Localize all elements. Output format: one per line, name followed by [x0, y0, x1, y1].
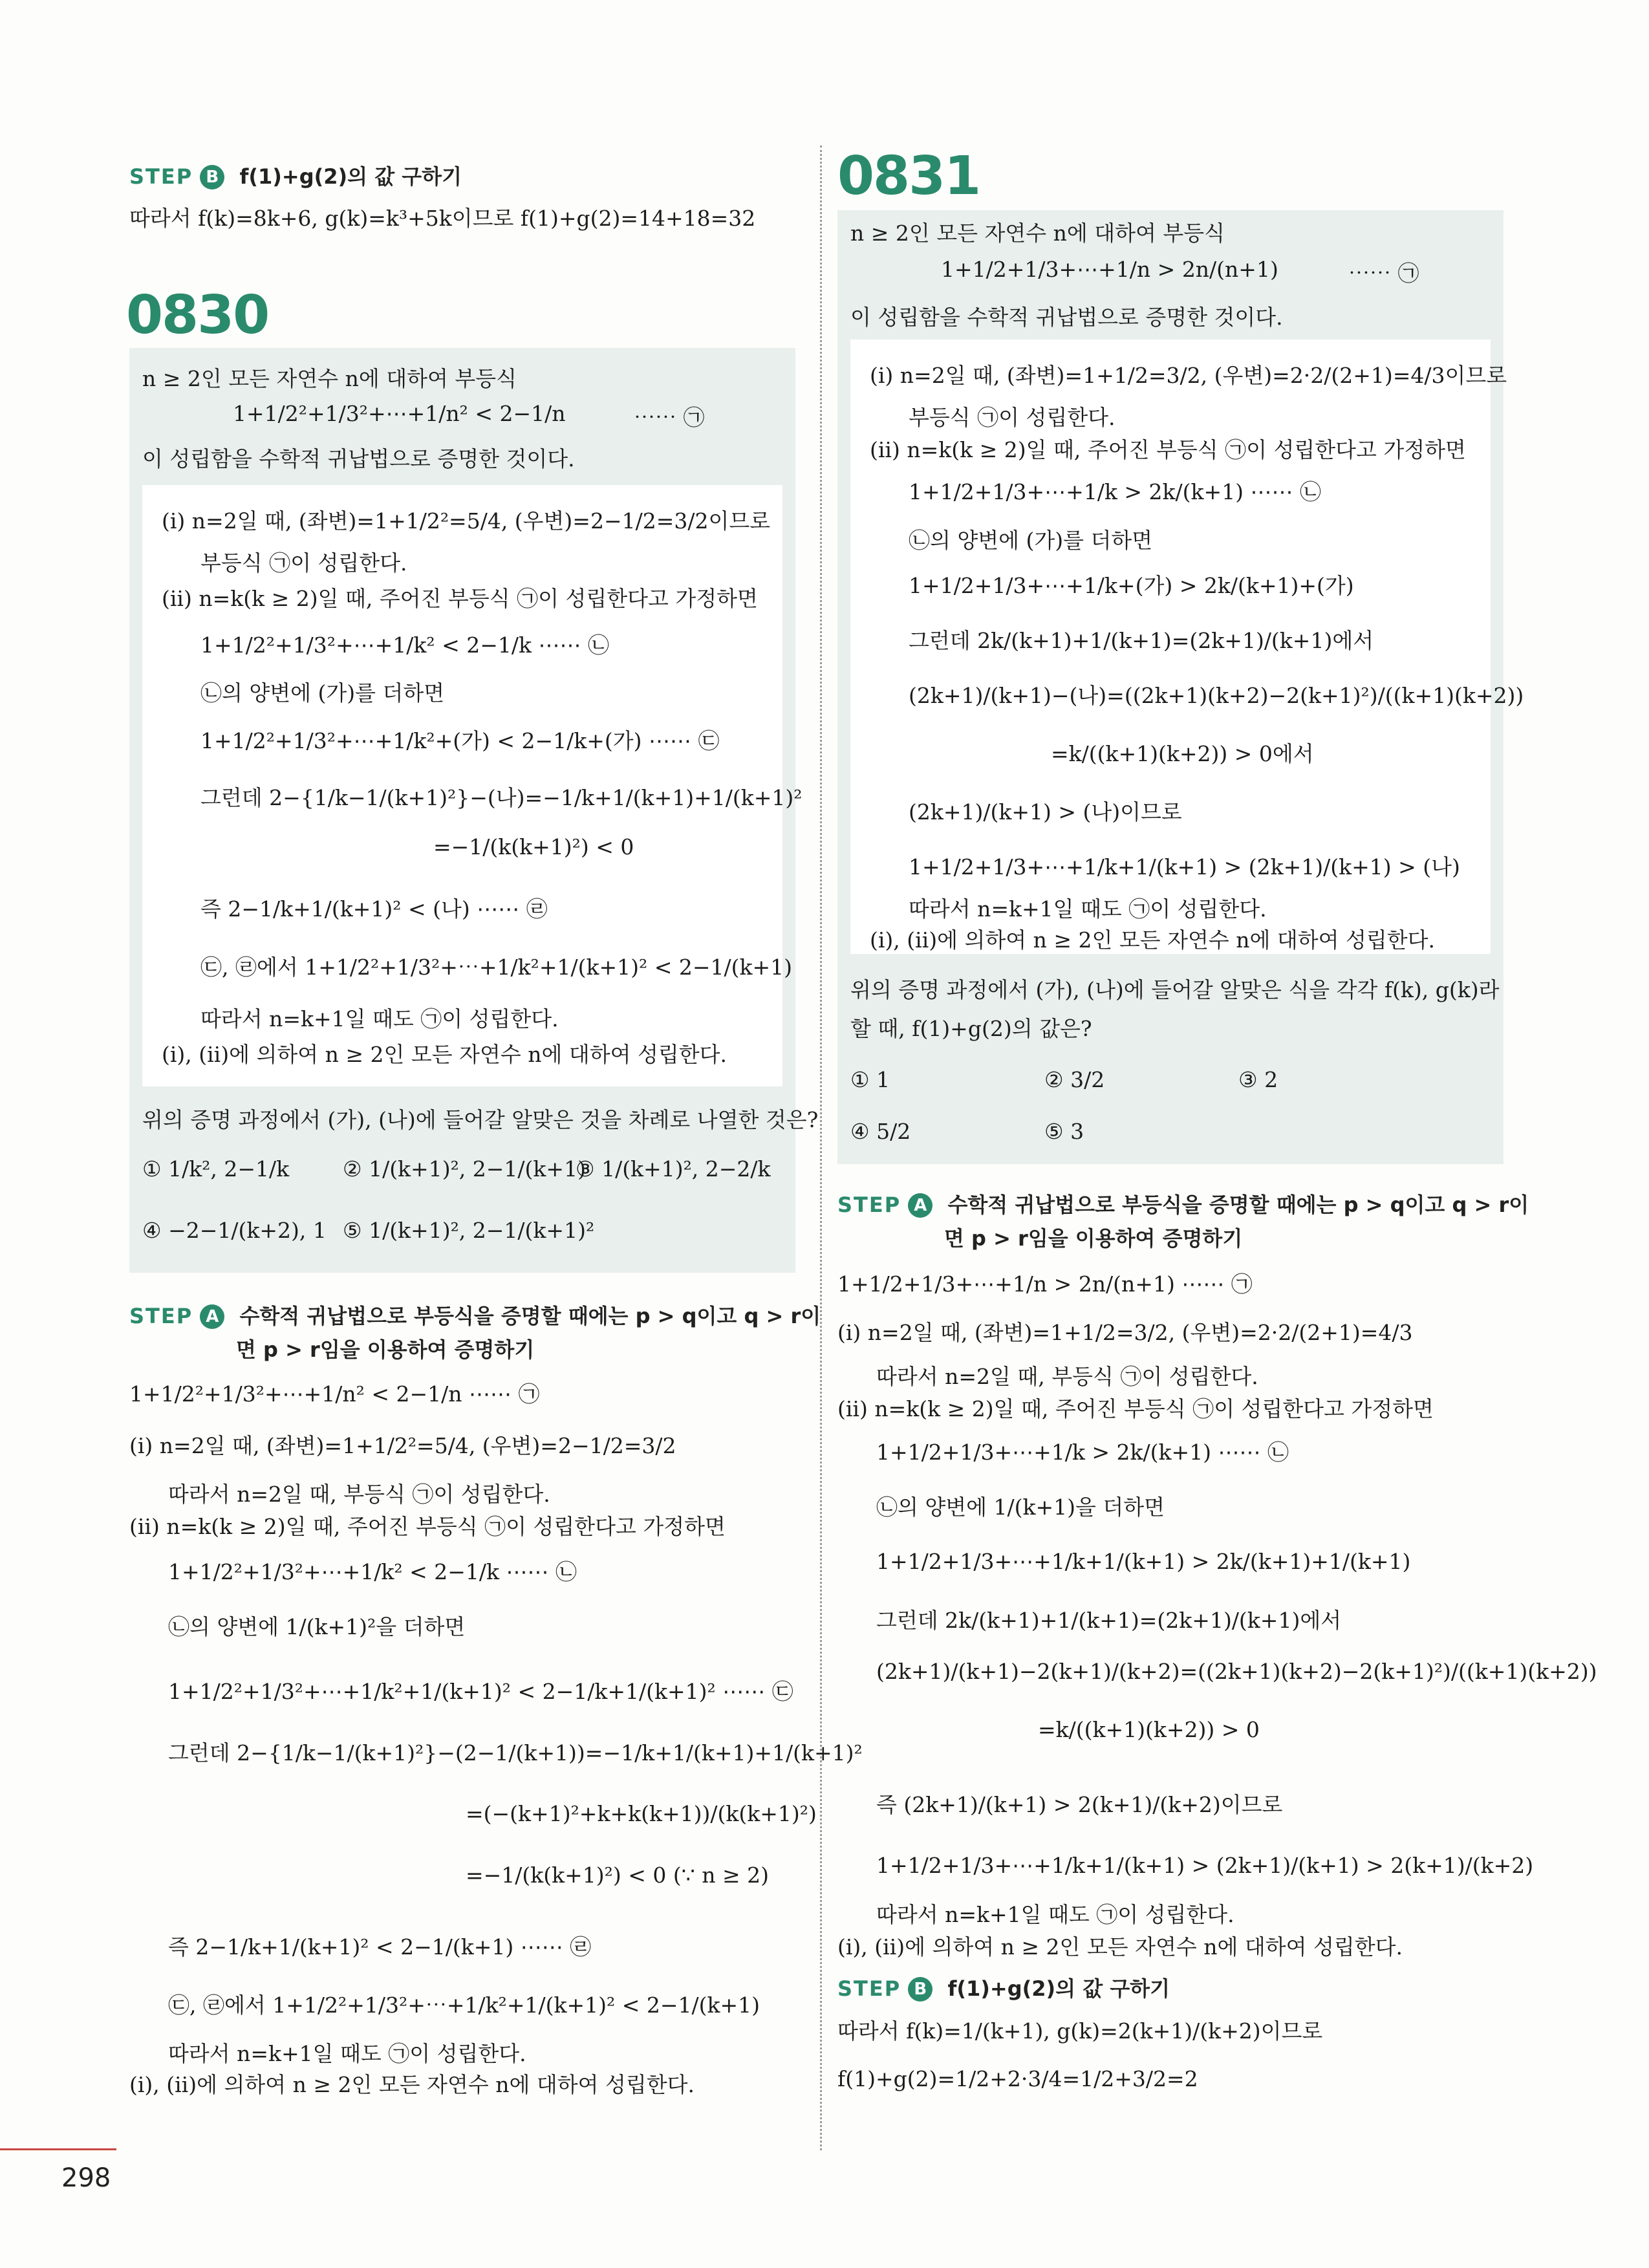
solution-line: =(−(k+1)²+k+k(k+1))/(k(k+1)²) [466, 1801, 817, 1826]
choice-2[interactable]: ② 3/2 [1044, 1067, 1105, 1092]
inequality: 1+1/2²+1/3²+⋯+1/n² < 2−1/n [233, 401, 566, 426]
solution-line: (ⅰ) n=2일 때, (좌변)=1+1/2=3/2, (우변)=2·2/(2+1)=4/3 [837, 1320, 1413, 1345]
proof-line: =−1/(k(k+1)²) < 0 [433, 834, 634, 859]
step-title: f(1)+g(2)의 값 구하기 [239, 164, 462, 189]
proof-line: ㉡의 양변에 (가)를 더하면 [200, 680, 445, 706]
solution-line: 따라서 n=k+1일 때도 ㉠이 성립한다. [168, 2041, 526, 2066]
proof-line: 부등식 ㉠이 성립한다. [200, 550, 407, 576]
step-letter-badge: B [200, 165, 224, 189]
solution-line: 즉 (2k+1)/(k+1) > 2(k+1)/(k+2)이므로 [876, 1792, 1283, 1817]
problem-number: 0831 [837, 146, 980, 207]
choice-4[interactable]: ④ 5/2 [850, 1119, 911, 1144]
proof-line: 그런데 2k/(k+1)+1/(k+1)=(2k+1)/(k+1)에서 [909, 628, 1374, 653]
proof-line: 부등식 ㉠이 성립한다. [909, 405, 1116, 430]
solution-line: f(1)+g(2)=1/2+2·3/4=1/2+3/2=2 [837, 2066, 1198, 2091]
proof-line: 즉 2−1/k+1/(k+1)² < (나) ⋯⋯ ㉣ [200, 896, 548, 922]
question: 할 때, f(1)+g(2)의 값은? [850, 1016, 1092, 1041]
proof-line: 따라서 n=k+1일 때도 ㉠이 성립한다. [200, 1006, 559, 1031]
proof-line: 1+1/2²+1/3²+⋯+1/k²+(가) < 2−1/k+(가) ⋯⋯ ㉢ [200, 728, 720, 753]
solution-line: (ⅰ), (ⅱ)에 의하여 n ≥ 2인 모든 자연수 n에 대하여 성립한다. [837, 1934, 1403, 1960]
solution-line: =k/((k+1)(k+2)) > 0 [1038, 1717, 1260, 1742]
proof-line: (ⅰ), (ⅱ)에 의하여 n ≥ 2인 모든 자연수 n에 대하여 성립한다. [870, 927, 1435, 953]
solution-line: ㉡의 양변에 1/(k+1)²을 더하면 [168, 1614, 466, 1639]
solution-line: =−1/(k(k+1)²) < 0 (∵ n ≥ 2) [466, 1863, 770, 1888]
proof-line: ㉡의 양변에 (가)를 더하면 [909, 528, 1153, 553]
solution-line: 그런데 2−{1/k−1/(k+1)²}−(2−1/(k+1))=−1/k+1/(k+1)+1/(k+1)² [168, 1740, 863, 1766]
step-title-continued: 면 p > r임을 이용하여 증명하기 [944, 1226, 1243, 1251]
solution-line: 그런데 2k/(k+1)+1/(k+1)=(2k+1)/(k+1)에서 [876, 1608, 1342, 1633]
problem-number: 0830 [126, 285, 269, 346]
step-title-continued: 면 p > r임을 이용하여 증명하기 [236, 1337, 535, 1362]
solution-line: 1+1/2²+1/3²+⋯+1/k²+1/(k+1)² < 2−1/k+1/(k+1)² ⋯⋯ ㉢ [168, 1679, 793, 1704]
problem-statement: 이 성립함을 수학적 귀납법으로 증명한 것이다. [142, 446, 575, 471]
step-heading [129, 160, 462, 190]
solution-line: 따라서 f(k)=1/(k+1), g(k)=2(k+1)/(k+2)이므로 [837, 2018, 1323, 2044]
step-label: STEP [129, 1304, 193, 1328]
page-number-rule [0, 2148, 116, 2150]
step-letter-badge: A [200, 1304, 224, 1329]
solution-line: ㉢, ㉣에서 1+1/2²+1/3²+⋯+1/k²+1/(k+1)² < 2−1/(k+1) [168, 1993, 760, 2018]
step-label: STEP [837, 1193, 901, 1217]
solution-line: (ⅱ) n=k(k ≥ 2)일 때, 주어진 부등식 ㉠이 성립한다고 가정하면 [129, 1514, 726, 1539]
solution-line: 따라서 n=2일 때, 부등식 ㉠이 성립한다. [168, 1482, 550, 1507]
proof-line: (ⅰ) n=2일 때, (좌변)=1+1/2²=5/4, (우변)=2−1/2=3/2이므로 [162, 508, 771, 534]
step-letter-badge: B [908, 1977, 932, 2002]
solution-line: 1+1/2+1/3+⋯+1/k > 2k/(k+1) ⋯⋯ ㉡ [876, 1440, 1289, 1465]
solution-line: 1+1/2+1/3+⋯+1/k+1/(k+1) > 2k/(k+1)+1/(k+1) [876, 1549, 1411, 1574]
step-title: f(1)+g(2)의 값 구하기 [947, 1976, 1170, 2001]
proof-line: (ⅱ) n=k(k ≥ 2)일 때, 주어진 부등식 ㉠이 성립한다고 가정하면 [870, 437, 1466, 462]
solution-line: ㉡의 양변에 1/(k+1)을 더하면 [876, 1495, 1165, 1520]
choice-3[interactable]: ③ 1/(k+1)², 2−2/k [576, 1156, 771, 1182]
proof-line: 1+1/2+1/3+⋯+1/k+(가) > 2k/(k+1)+(가) [909, 573, 1354, 598]
step-title: 수학적 귀납법으로 부등식을 증명할 때에는 p > q이고 q > r이 [947, 1193, 1529, 1217]
solution-line: 따라서 n=2일 때, 부등식 ㉠이 성립한다. [876, 1364, 1258, 1389]
choice-4[interactable]: ④ −2−1/(k+2), 1 [142, 1218, 327, 1243]
proof-line: 따라서 n=k+1일 때도 ㉠이 성립한다. [909, 896, 1267, 922]
proof-line: 그런데 2−{1/k−1/(k+1)²}−(나)=−1/k+1/(k+1)+1/(k+1)² [200, 785, 803, 810]
solution-line: 1+1/2²+1/3²+⋯+1/n² < 2−1/n ⋯⋯ ㉠ [129, 1381, 540, 1407]
proof-line: (ⅱ) n=k(k ≥ 2)일 때, 주어진 부등식 ㉠이 성립한다고 가정하면 [162, 586, 758, 611]
solution-line: 1+1/2+1/3+⋯+1/k+1/(k+1) > (2k+1)/(k+1) > 2(k+1)/(k+2) [876, 1853, 1534, 1878]
proof-line: (ⅰ) n=2일 때, (좌변)=1+1/2=3/2, (우변)=2·2/(2+1)=4/3이므로 [870, 363, 1507, 388]
choice-5[interactable]: ⑤ 1/(k+1)², 2−1/(k+1)² [343, 1218, 595, 1243]
problem-box [129, 348, 819, 1273]
problem-statement: n ≥ 2인 모든 자연수 n에 대하여 부등식 [142, 366, 517, 391]
solution-line: 1+1/2+1/3+⋯+1/n > 2n/(n+1) ⋯⋯ ㉠ [837, 1271, 1253, 1297]
step-heading [837, 1972, 1170, 2002]
problem-statement: 이 성립함을 수학적 귀납법으로 증명한 것이다. [850, 305, 1283, 330]
proof-line: 1+1/2²+1/3²+⋯+1/k² < 2−1/k ⋯⋯ ㉡ [200, 632, 609, 658]
problem-box [837, 210, 1524, 1164]
step-title: 수학적 귀납법으로 부등식을 증명할 때에는 p > q이고 q > r이 [239, 1304, 821, 1328]
choice-3[interactable]: ③ 2 [1238, 1067, 1278, 1092]
proof-box [142, 485, 803, 1086]
proof-line: ㉢, ㉣에서 1+1/2²+1/3²+⋯+1/k²+1/(k+1)² < 2−1/(k+1) [200, 955, 793, 980]
proof-box [850, 340, 1524, 954]
choice-1[interactable]: ① 1 [850, 1067, 890, 1092]
step-heading [837, 1189, 1529, 1218]
choice-1[interactable]: ① 1/k², 2−1/k [142, 1156, 290, 1182]
step-heading [129, 1300, 821, 1330]
proof-line: =k/((k+1)(k+2)) > 0에서 [1051, 741, 1314, 766]
solution-line: 따라서 n=k+1일 때도 ㉠이 성립한다. [876, 1902, 1234, 1927]
proof-line: (2k+1)/(k+1)−(나)=((2k+1)(k+2)−2(k+1)²)/((k+1)(k+2)) [909, 683, 1524, 708]
column-divider [820, 146, 822, 2150]
solution-line: (2k+1)/(k+1)−2(k+1)/(k+2)=((2k+1)(k+2)−2(k+1)²)/((k+1)(k+2)) [876, 1659, 1597, 1684]
equation-mark: ⋯⋯ ㉠ [1348, 261, 1419, 286]
page-number: 298 [61, 2163, 111, 2193]
proof-line: (2k+1)/(k+1) > (나)이므로 [909, 799, 1182, 825]
step-label: STEP [837, 1976, 901, 2001]
result-line: 따라서 f(k)=8k+6, g(k)=k³+5k이므로 f(1)+g(2)=14+18=32 [129, 206, 756, 231]
step-letter-badge: A [908, 1193, 932, 1218]
proof-line: (ⅰ), (ⅱ)에 의하여 n ≥ 2인 모든 자연수 n에 대하여 성립한다. [162, 1042, 727, 1067]
solution-line: 즉 2−1/k+1/(k+1)² < 2−1/(k+1) ⋯⋯ ㉣ [168, 1934, 592, 1960]
solution-line: (ⅱ) n=k(k ≥ 2)일 때, 주어진 부등식 ㉠이 성립한다고 가정하면 [837, 1396, 1434, 1421]
step-label: STEP [129, 164, 193, 189]
problem-statement: n ≥ 2인 모든 자연수 n에 대하여 부등식 [850, 221, 1225, 246]
proof-line: 1+1/2+1/3+⋯+1/k+1/(k+1) > (2k+1)/(k+1) > (나) [909, 854, 1460, 880]
solution-line: (ⅰ), (ⅱ)에 의하여 n ≥ 2인 모든 자연수 n에 대하여 성립한다. [129, 2072, 695, 2097]
question: 위의 증명 과정에서 (가), (나)에 들어갈 알맞은 것을 차례로 나열한 것은? [142, 1107, 819, 1132]
question: 위의 증명 과정에서 (가), (나)에 들어갈 알맞은 식을 각각 f(k), g(k)라 [850, 977, 1500, 1002]
choice-2[interactable]: ② 1/(k+1)², 2−1/(k+1) [343, 1156, 586, 1182]
equation-mark: ⋯⋯ ㉠ [634, 405, 705, 430]
inequality: 1+1/2+1/3+⋯+1/n > 2n/(n+1) [941, 257, 1278, 282]
solution-line: (ⅰ) n=2일 때, (좌변)=1+1/2²=5/4, (우변)=2−1/2=3/2 [129, 1433, 676, 1458]
solution-line: 1+1/2²+1/3²+⋯+1/k² < 2−1/k ⋯⋯ ㉡ [168, 1559, 577, 1584]
proof-line: 1+1/2+1/3+⋯+1/k > 2k/(k+1) ⋯⋯ ㉡ [909, 479, 1322, 504]
choice-5[interactable]: ⑤ 3 [1044, 1119, 1084, 1144]
